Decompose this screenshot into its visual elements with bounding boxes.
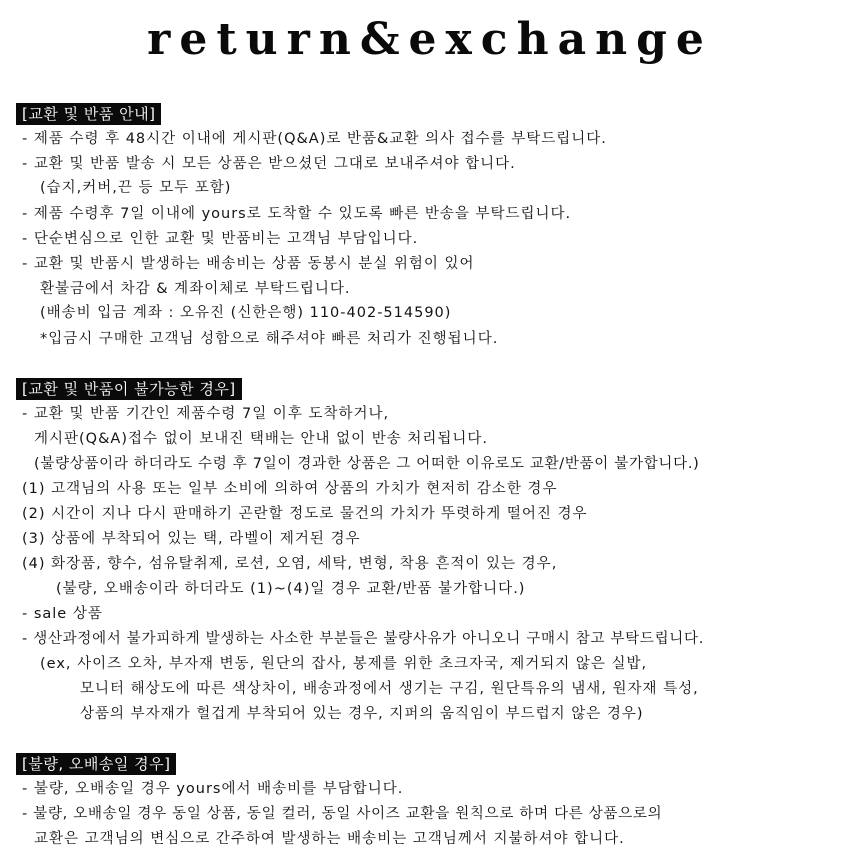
guide-line: 교환은 고객님의 변심으로 간주하여 발생하는 배송비는 고객님께서 지불하셔야 합니다. [34,831,625,847]
section-heading-defective: [불량, 오배송일 경우] [16,753,176,775]
guide-line: (ex, 사이즈 오차, 부자재 변동, 원단의 잡사, 봉제를 위한 초크자국, 제거되지 않은 실밥, [40,656,648,672]
guide-line: - 교환 및 반품시 발생하는 배송비는 상품 동봉시 분실 위험이 있어 [22,256,475,272]
guide-line: - 교환 및 반품 기간인 제품수령 7일 이후 도착하거나, [22,406,390,422]
guide-line: (3) 상품에 부착되어 있는 택, 라벨이 제거된 경우 [22,531,361,547]
guide-line: - 불량, 오배송일 경우 동일 상품, 동일 컬러, 동일 사이즈 교환을 원칙으로 하며 다른 상품으로의 [22,806,663,822]
section-heading-return-guide: [교환 및 반품 안내] [16,103,161,125]
guide-note: *입금시 구매한 고객님 성함으로 해주셔야 빠른 처리가 진행됩니다. [40,331,499,347]
guide-line: 게시판(Q&A)접수 없이 보내진 택배는 안내 없이 반송 처리됩니다. [34,431,488,447]
section-heading-not-allowed: [교환 및 반품이 불가능한 경우] [16,378,242,400]
guide-line: (4) 화장품, 향수, 섬유탈취제, 로션, 오염, 세탁, 변형, 착용 흔적이 있는 경우, [22,556,558,572]
guide-line: (불량, 오배송이라 하더라도 (1)~(4)일 경우 교환/반품 불가합니다.) [56,581,526,597]
guide-line: - 생산과정에서 불가피하게 발생하는 사소한 부분들은 불량사유가 아니오니 구매시 참고 부탁드립니다. [22,631,705,647]
guide-line: - 교환 및 반품 발송 시 모든 상품은 받으셨던 그대로 보내주셔야 합니다. [22,156,516,172]
guide-line: - 제품 수령후 7일 이내에 yours로 도착할 수 있도록 빠른 반송을 부탁드립니다. [22,206,572,222]
guide-line: (습지,커버,끈 등 모두 포함) [40,180,232,196]
guide-line: 상품의 부자재가 헐겁게 부착되어 있는 경우, 지퍼의 움직임이 부드럽지 않은 경우) [80,706,644,722]
guide-line: - 불량, 오배송일 경우 yours에서 배송비를 부담합니다. [22,781,404,797]
guide-line: 환불금에서 차감 & 계좌이체로 부탁드립니다. [40,281,351,297]
guide-line: (1) 고객님의 사용 또는 일부 소비에 의하여 상품의 가치가 현저히 감소한 경우 [22,481,558,497]
guide-line: 모니터 해상도에 따른 색상차이, 배송과정에서 생기는 구김, 원단특유의 냄새, 원자재 특성, [80,681,699,697]
page-title: return&exchange [147,14,713,65]
guide-line: - 단순변심으로 인한 교환 및 반품비는 고객님 부담입니다. [22,231,419,247]
guide-line: (불량상품이라 하더라도 수령 후 7일이 경과한 상품은 그 어떠한 이유로도 교환/반품이 불가합니다.) [34,456,700,472]
guide-line: - sale 상품 [22,606,103,622]
guide-line: - 제품 수령 후 48시간 이내에 게시판(Q&A)로 반품&교환 의사 접수를 부탁드립니다. [22,131,607,147]
guide-line: (2) 시간이 지나 다시 판매하기 곤란할 정도로 물건의 가치가 뚜렷하게 떨어진 경우 [22,506,588,522]
bank-account-line: (배송비 입금 계좌 : 오유진 (신한은행) 110-402-514590) [40,305,452,321]
